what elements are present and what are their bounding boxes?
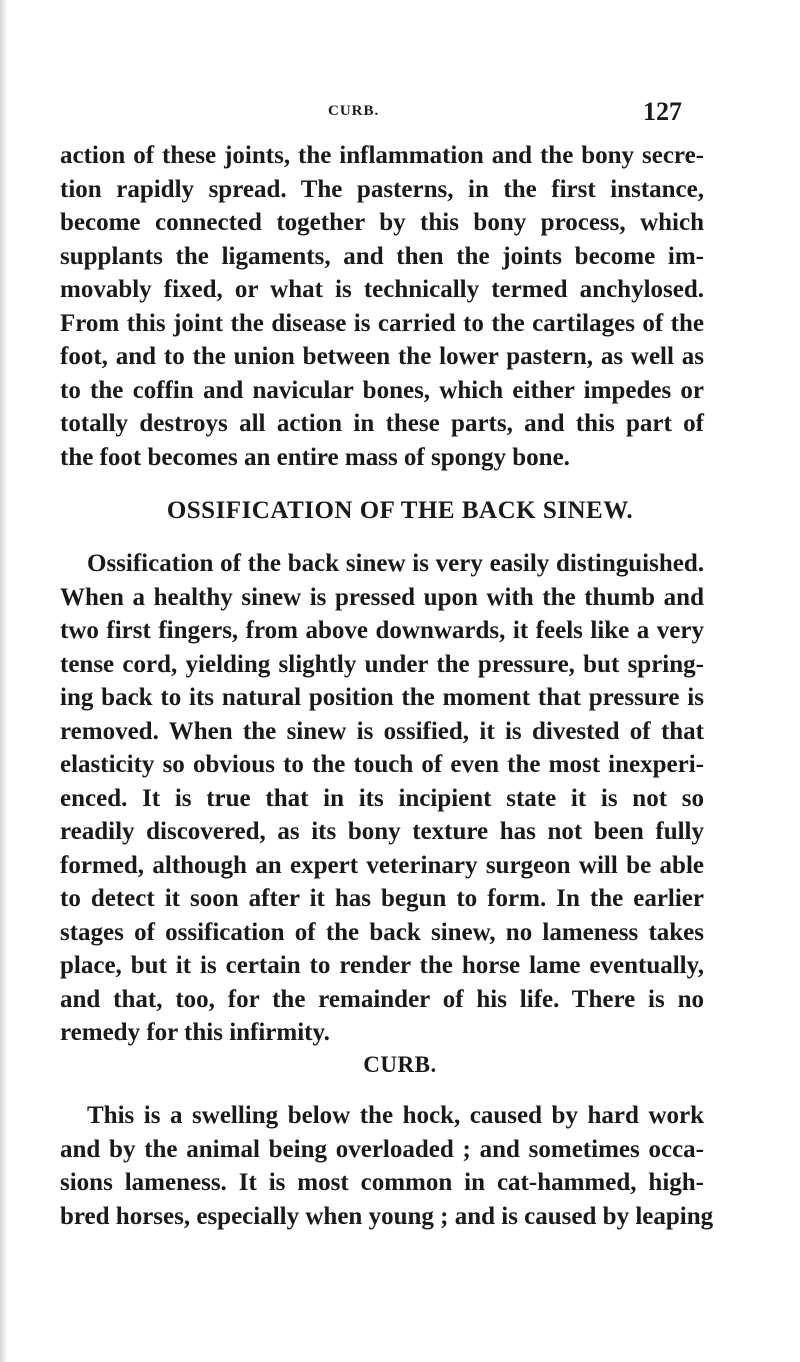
text-line: Ossification of the back sinew is very easily distinguished.	[87, 550, 704, 577]
text-line: action of these joints, the inflammation and the bony secre-	[60, 142, 704, 169]
section-heading-curb: CURB.	[363, 1052, 437, 1077]
text-line: two first fingers, from above downwards, it feels like a very	[60, 617, 704, 644]
text-line: bred horses, especially when young ; and is caused by leaping	[60, 1202, 714, 1230]
text-line: to the coffin and navicular bones, which either impedes or	[60, 376, 704, 404]
text-line: movably fixed, or what is technically termed anchylosed.	[60, 276, 704, 303]
paragraph-ossification	[60, 547, 704, 1050]
paragraph-anchylosis-continued	[60, 139, 704, 474]
running-title: CURB.	[328, 103, 380, 119]
text-line: become connected together by this bony process, which	[60, 209, 704, 236]
text-line: totally destroys all action in these parts, and this part of	[60, 410, 704, 437]
text-line: remedy for this infirmity.	[60, 1019, 330, 1046]
text-line: ing back to its natural position the moment that pressure is	[60, 684, 704, 711]
section-heading-ossification: OSSIFICATION OF THE BACK SINEW.	[166, 497, 634, 524]
page-gutter-shadow	[0, 0, 8, 1362]
text-line: This is a swelling below the hock, caused by hard work	[87, 1102, 704, 1129]
text-line: tense cord, yielding slightly under the pressure, but spring-	[60, 650, 704, 678]
text-line: the foot becomes an entire mass of spongy bone.	[60, 443, 570, 471]
text-line: supplants the ligaments, and then the joints become im-	[60, 242, 704, 270]
page-number: 127	[643, 97, 682, 126]
text-line: place, but it is certain to render the horse lame eventually,	[60, 952, 704, 979]
text-line: readily discovered, as its bony texture has not been fully	[60, 818, 704, 845]
text-line: removed. When the sinew is ossified, it is divested of that	[60, 717, 704, 745]
text-line: sions lameness. It is most common in cat-hammed, high-	[60, 1169, 704, 1196]
paragraph-curb	[60, 1099, 714, 1233]
text-line: From this joint the disease is carried to the cartilages of the	[60, 309, 704, 337]
text-line: and by the animal being overloaded ; and sometimes occa-	[60, 1135, 704, 1163]
text-line: tion rapidly spread. The pasterns, in the first instance,	[60, 175, 704, 203]
text-line: to detect it soon after it has begun to form. In the earlier	[60, 885, 704, 912]
text-line: foot, and to the union between the lower pastern, as well as	[60, 343, 704, 370]
text-line: When a healthy sinew is pressed upon with the thumb and	[60, 583, 704, 611]
text-line: and that, too, for the remainder of his life. There is no	[60, 985, 704, 1013]
page-header	[0, 97, 800, 137]
text-line: elasticity so obvious to the touch of even the most inexperi-	[60, 751, 704, 778]
text-line: formed, although an expert veterinary surgeon will be able	[60, 851, 704, 879]
text-line: stages of ossification of the back sinew, no lameness takes	[60, 918, 704, 946]
text-line: enced. It is true that in its incipient state it is not so	[60, 784, 704, 812]
